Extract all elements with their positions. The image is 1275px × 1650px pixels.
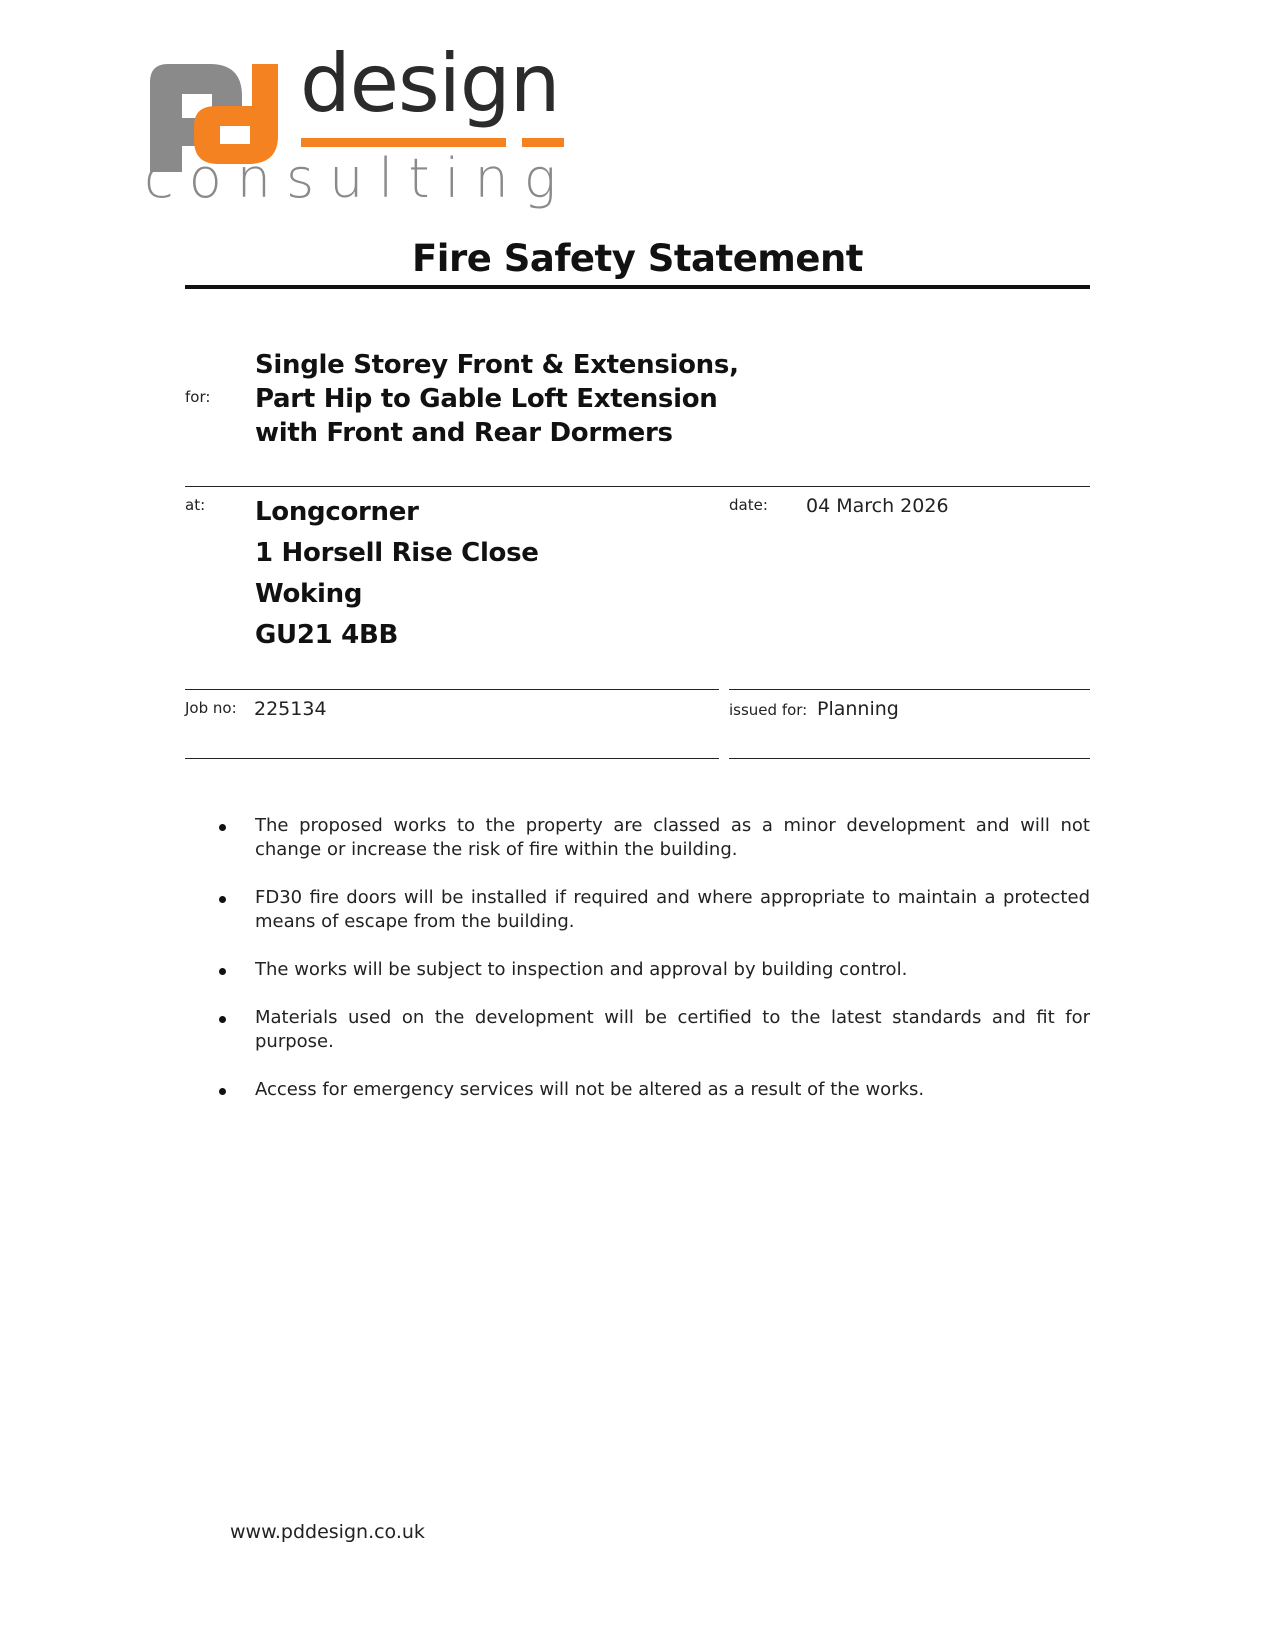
list-item	[185, 1006, 1090, 1054]
address-line: Longcorner	[255, 497, 419, 527]
project-description-line: Single Storey Front & Extensions,	[255, 350, 739, 380]
bullet-icon	[219, 1016, 226, 1023]
statement-bullet-list	[185, 814, 1090, 1126]
project-description-line: Part Hip to Gable Loft Extension	[255, 384, 718, 414]
document-title: Fire Safety Statement	[412, 237, 863, 280]
list-item	[185, 1078, 1090, 1102]
bullet-text: The works will be subject to inspection and approval by building control.	[255, 959, 908, 980]
bullet-icon	[219, 1088, 226, 1095]
list-item	[185, 814, 1090, 862]
issued-for-label: issued for:	[729, 701, 808, 719]
bullet-text: Access for emergency services will not be altered as a result of the works.	[255, 1079, 925, 1100]
address-line: Woking	[255, 579, 363, 609]
bullet-text: FD30 fire doors will be installed if required and where appropriate to maintain a protected means of escape from the building.	[255, 887, 1090, 932]
issued-for-value: Planning	[817, 698, 899, 720]
address-line: 1 Horsell Rise Close	[255, 538, 539, 568]
for-label: for:	[185, 388, 211, 406]
date-value: 04 March 2026	[806, 495, 949, 517]
job-number-value: 225134	[254, 698, 327, 720]
section-divider	[185, 758, 719, 759]
date-label: date:	[729, 496, 768, 514]
bullet-text: Materials used on the development will be certified to the latest standards and fit for purpose.	[255, 1007, 1090, 1052]
logo-design-text: design	[300, 37, 560, 130]
bullet-icon	[219, 896, 226, 903]
logo-underline-bar	[301, 138, 506, 147]
section-divider	[729, 689, 1090, 690]
address-line: GU21 4BB	[255, 620, 399, 650]
footer-website-link[interactable]: www.pddesign.co.uk	[230, 1521, 425, 1543]
title-divider	[185, 285, 1090, 289]
project-description-line: with Front and Rear Dormers	[255, 418, 673, 448]
at-label: at:	[185, 496, 206, 514]
bullet-text: The proposed works to the property are classed as a minor development and will not change or increase the risk of fire within the building.	[255, 815, 1090, 860]
bullet-icon	[219, 968, 226, 975]
logo-consulting-text: consulting	[144, 147, 572, 210]
section-divider	[729, 758, 1090, 759]
bullet-icon	[219, 824, 226, 831]
section-divider	[185, 486, 1090, 487]
list-item	[185, 958, 1090, 982]
job-number-label: Job no:	[185, 699, 237, 717]
logo-underline-bar	[522, 138, 564, 147]
section-divider	[185, 689, 719, 690]
list-item	[185, 886, 1090, 934]
company-logo	[144, 37, 572, 218]
